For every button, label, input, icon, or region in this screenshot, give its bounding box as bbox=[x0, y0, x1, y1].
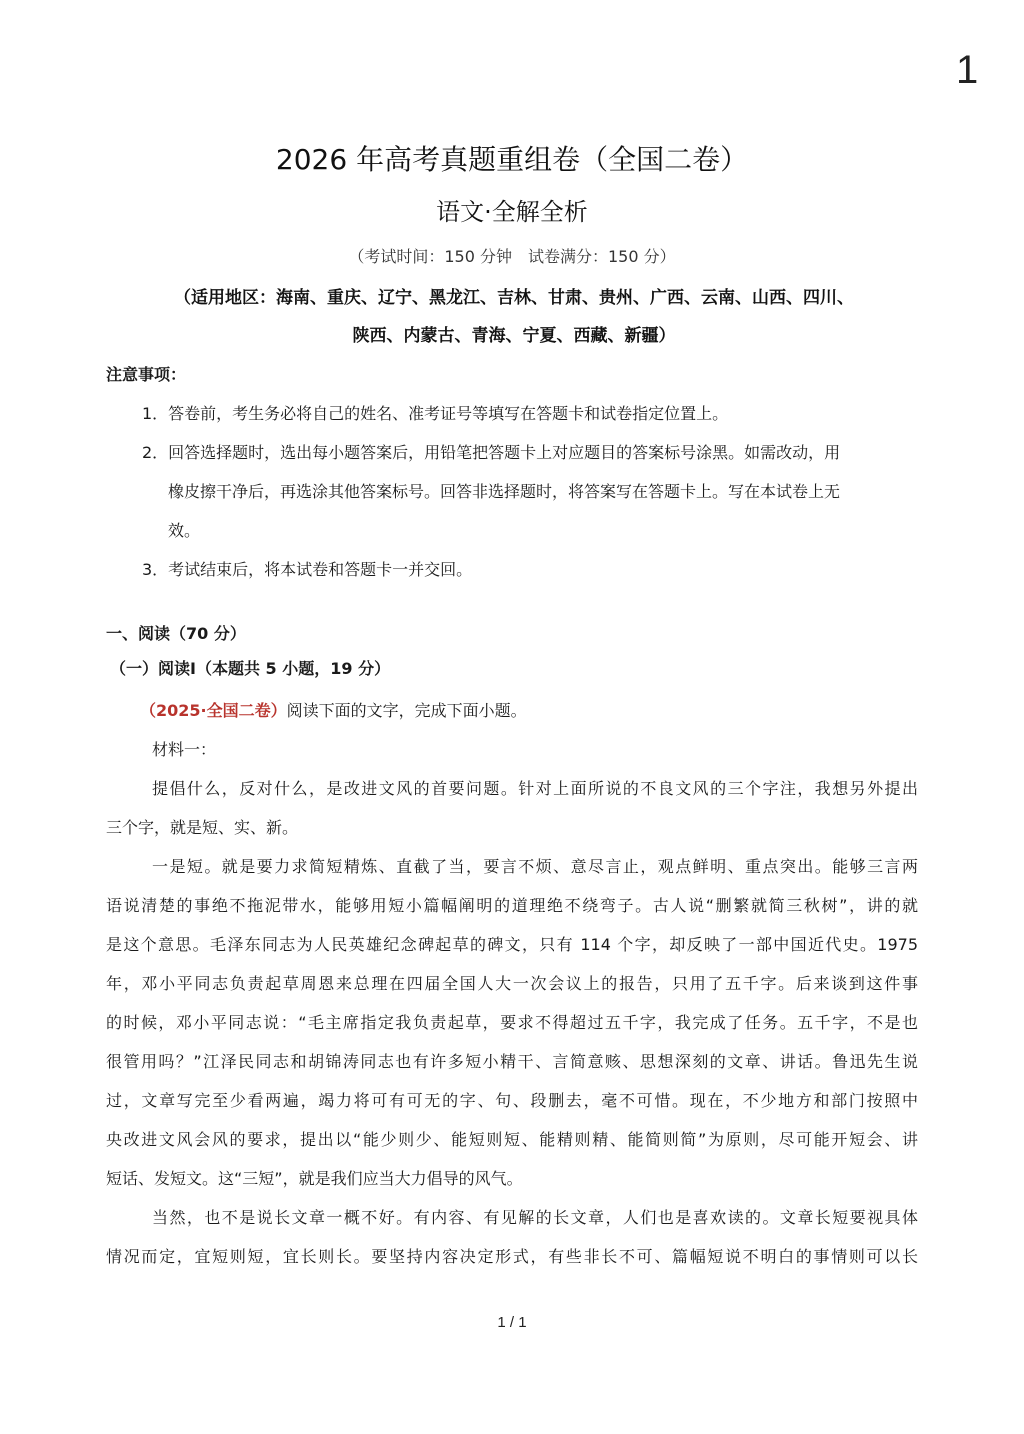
page-title: 2026 年高考真题重组卷（全国二卷） bbox=[275, 143, 749, 176]
notice-item-2-line-1: 2．回答选择题时，选出每小题答案后，用铅笔把答题卡上对应题目的答案标号涂黑。如需改动，用 bbox=[142, 443, 841, 462]
body-line: 短话、发短文。这“三短”，就是我们应当大力倡导的风气。 bbox=[106, 1169, 523, 1188]
section-heading: 一、阅读（70 分） bbox=[106, 624, 246, 643]
body-line: 年，邓小平同志负责起草周恩来总理在四届全国人大一次会议上的报告，只用了五千字。后来谈到这件事 bbox=[106, 974, 918, 993]
body-line: 很管用吗？”江泽民同志和胡锦涛同志也有许多短小精干、言简意赅、思想深刻的文章、讲话。鲁迅先生说 bbox=[106, 1052, 918, 1071]
region-line-1: （适用地区：海南、重庆、辽宁、黑龙江、吉林、甘肃、贵州、广西、云南、山西、四川、 bbox=[174, 288, 854, 308]
notice-item-2-line-2: 橡皮擦干净后，再选涂其他答案标号。回答非选择题时，将答案写在答题卡上。写在本试卷上无 bbox=[168, 482, 841, 501]
material-label: 材料一： bbox=[152, 740, 217, 759]
notice-item-3: 3．考试结束后，将本试卷和答题卡一并交回。 bbox=[142, 560, 473, 579]
exam-info: （考试时间：150 分钟 试卷满分：150 分） bbox=[348, 247, 676, 266]
body-line: 三个字，就是短、实、新。 bbox=[106, 818, 299, 837]
instruction-text: 阅读下面的文字，完成下面小题。 bbox=[286, 701, 527, 720]
body-line: 过，文章写完至少看两遍，竭力将可有可无的字、句、段删去，毫不可惜。现在，不少地方和部门按照中 bbox=[106, 1091, 918, 1110]
question-intro bbox=[140, 698, 527, 724]
body-line: 语说清楚的事绝不拖泥带水，能够用短小篇幅阐明的道理绝不绕弯子。古人说“删繁就简三秋树”，讲的就 bbox=[106, 896, 918, 915]
region-line-2: 陕西、内蒙古、青海、宁夏、西藏、新疆） bbox=[352, 326, 676, 346]
body-line: 是这个意思。毛泽东同志为人民英雄纪念碑起草的碑文，只有 114 个字，却反映了一部中国近代史。1975 bbox=[106, 935, 918, 954]
notice-item-2-line-3: 效。 bbox=[168, 521, 201, 540]
body-line: 的时候，邓小平同志说：“毛主席指定我负责起草，要求不得超过五千字，我完成了任务。五千字，不是也 bbox=[106, 1013, 918, 1032]
footer-page-indicator: 1 / 1 bbox=[497, 1314, 527, 1331]
source-tag: （2025·全国二卷） bbox=[140, 701, 287, 720]
body-line: 当然，也不是说长文章一概不好。有内容、有见解的长文章，人们也是喜欢读的。文章长短要视具体 bbox=[152, 1208, 918, 1227]
body-line: 一是短。就是要力求简短精炼、直截了当，要言不烦、意尽言止，观点鲜明、重点突出。能够三言两 bbox=[152, 857, 918, 876]
notice-title: 注意事项： bbox=[106, 365, 187, 384]
body-line: 提倡什么，反对什么，是改进文风的首要问题。针对上面所说的不良文风的三个字注，我想另外提出 bbox=[152, 779, 918, 798]
page-subtitle: 语文·全解全析 bbox=[436, 198, 588, 226]
section-subheading: （一）阅读I（本题共 5 小题，19 分） bbox=[110, 659, 391, 678]
corner-page-number: 1 bbox=[956, 48, 979, 92]
notice-item-1: 1．答卷前，考生务必将自己的姓名、准考证号等填写在答题卡和试卷指定位置上。 bbox=[142, 404, 729, 423]
body-line: 央改进文风会风的要求，提出以“能少则少、能短则短、能精则精、能简则简”为原则，尽可能开短会、讲 bbox=[106, 1130, 918, 1149]
body-line: 情况而定，宜短则短，宜长则长。要坚持内容决定形式，有些非长不可、篇幅短说不明白的事情则可以长 bbox=[106, 1247, 918, 1266]
